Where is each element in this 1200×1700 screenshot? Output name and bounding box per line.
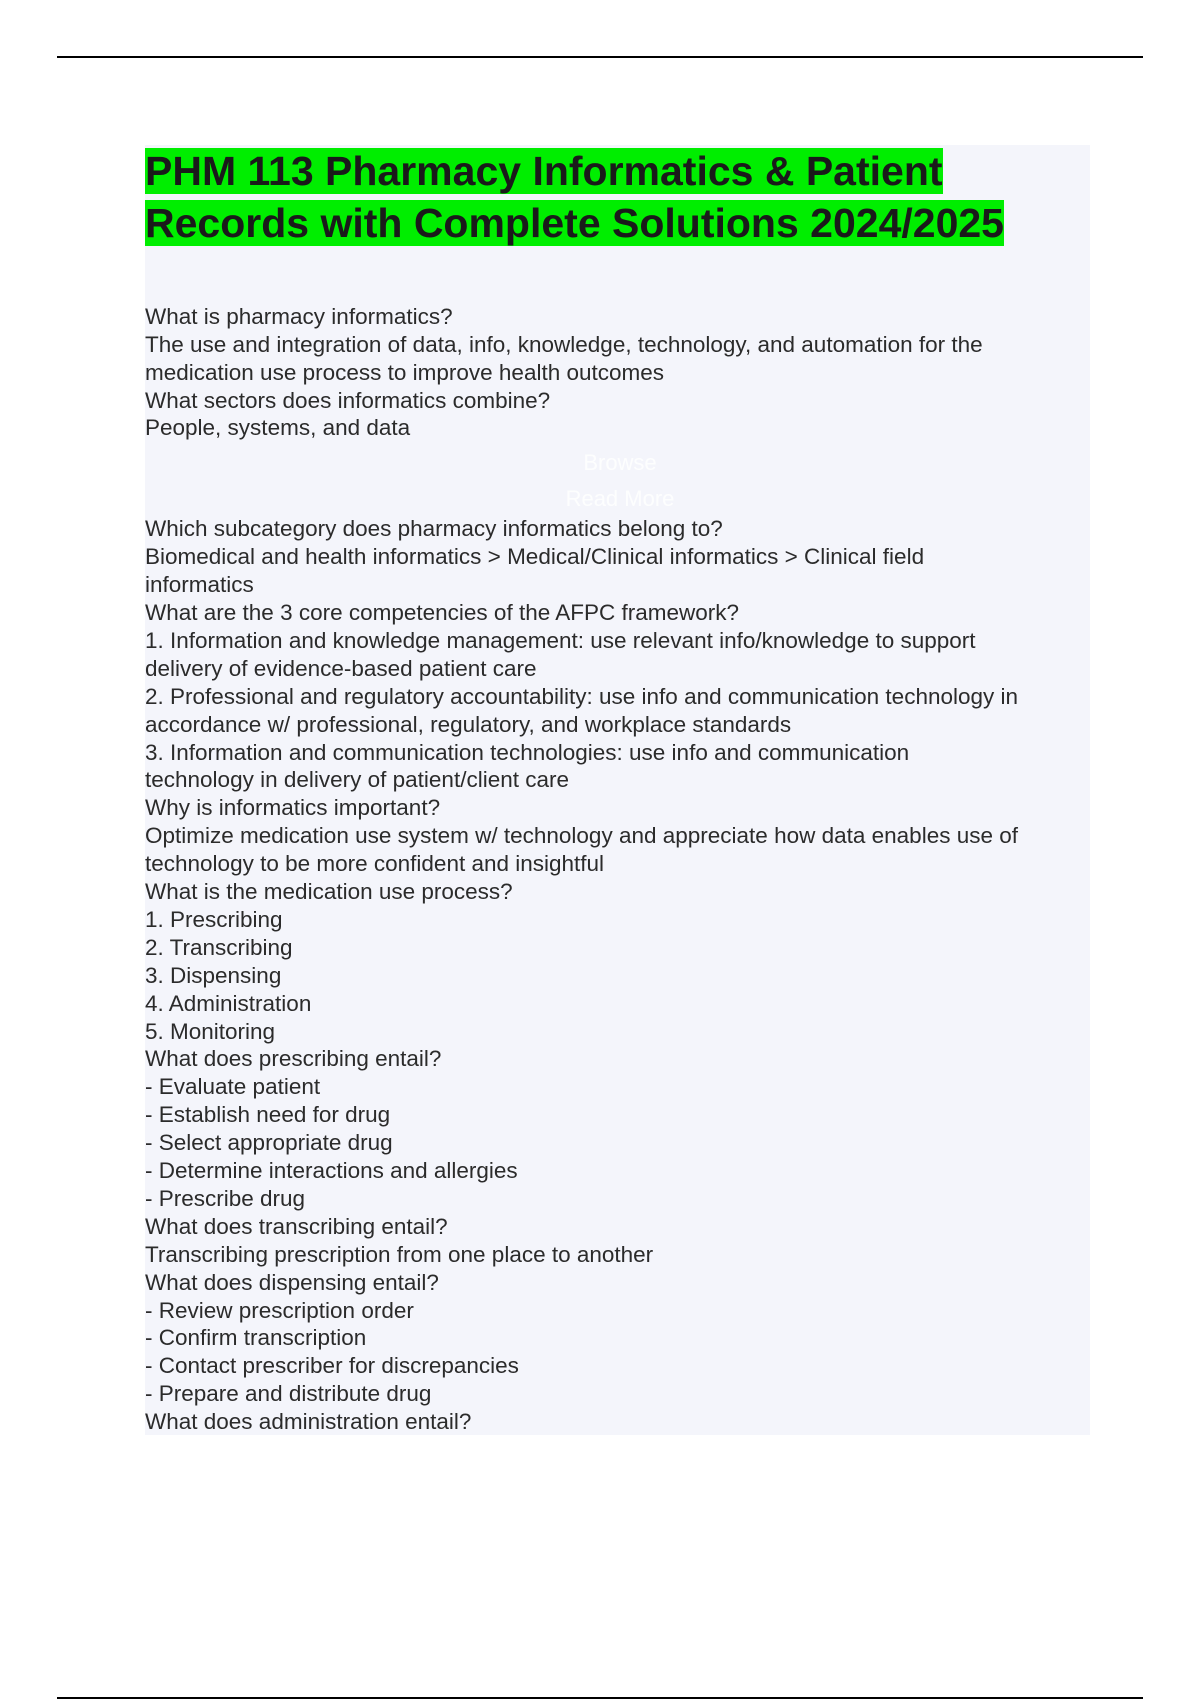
text-line: 5. Monitoring [145,1019,276,1044]
text-line: - Confirm transcription [145,1325,367,1350]
document-title [145,145,1004,249]
text-line: What does transcribing entail? [145,1214,448,1239]
text-line: What are the 3 core competencies of the AFPC framework? [145,600,740,625]
text-line: medication use process to improve health outcomes [145,360,665,385]
text-line: Why is informatics important? [145,795,441,820]
top-rule [57,56,1143,58]
text-line: delivery of evidence-based patient care [145,656,537,681]
watermark [545,445,695,517]
watermark-line-1: Browse [583,450,657,475]
text-line: What is the medication use process? [145,879,513,904]
bottom-rule [57,1697,1143,1699]
text-line: 4. Administration [145,991,312,1016]
text-line: - Determine interactions and allergies [145,1158,518,1183]
text-line: informatics [145,572,254,597]
text-line: 2. Professional and regulatory accountability: use info and communication technology in [145,684,1019,709]
text-line: What does prescribing entail? [145,1046,442,1071]
text-line: Transcribing prescription from one place to another [145,1242,654,1267]
text-line: What does administration entail? [145,1409,472,1434]
title-line-2: Records with Complete Solutions 2024/2025 [145,200,1004,246]
text-line: - Prepare and distribute drug [145,1381,432,1406]
text-line: - Contact prescriber for discrepancies [145,1353,519,1378]
text-line: What sectors does informatics combine? [145,388,551,413]
text-line: What does dispensing entail? [145,1270,439,1295]
text-line: - Select appropriate drug [145,1130,393,1155]
text-line: accordance w/ professional, regulatory, and workplace standards [145,712,792,737]
watermark-line-2: Read More [565,486,675,511]
text-line: technology in delivery of patient/client care [145,767,569,792]
text-line: - Review prescription order [145,1298,414,1323]
text-line: Optimize medication use system w/ technology and appreciate how data enables use of [145,823,1018,848]
text-line: The use and integration of data, info, knowledge, technology, and automation for the [145,332,983,357]
text-line: - Evaluate patient [145,1074,321,1099]
text-line: 1. Prescribing [145,907,283,932]
text-line: technology to be more confident and insightful [145,851,605,876]
document-content [145,145,1090,1435]
text-line: 3. Information and communication technologies: use info and communication [145,740,910,765]
text-line: - Prescribe drug [145,1186,306,1211]
text-line: - Establish need for drug [145,1102,391,1127]
text-line: People, systems, and data [145,415,411,440]
text-line: What is pharmacy informatics? [145,304,453,329]
text-line: 2. Transcribing [145,935,293,960]
text-line: 1. Information and knowledge management: use relevant info/knowledge to support [145,628,976,653]
text-line: 3. Dispensing [145,963,282,988]
text-line: Which subcategory does pharmacy informatics belong to? [145,516,723,541]
title-line-1: PHM 113 Pharmacy Informatics & Patient [145,148,943,194]
text-line: Biomedical and health informatics > Medical/Clinical informatics > Clinical field [145,544,925,569]
